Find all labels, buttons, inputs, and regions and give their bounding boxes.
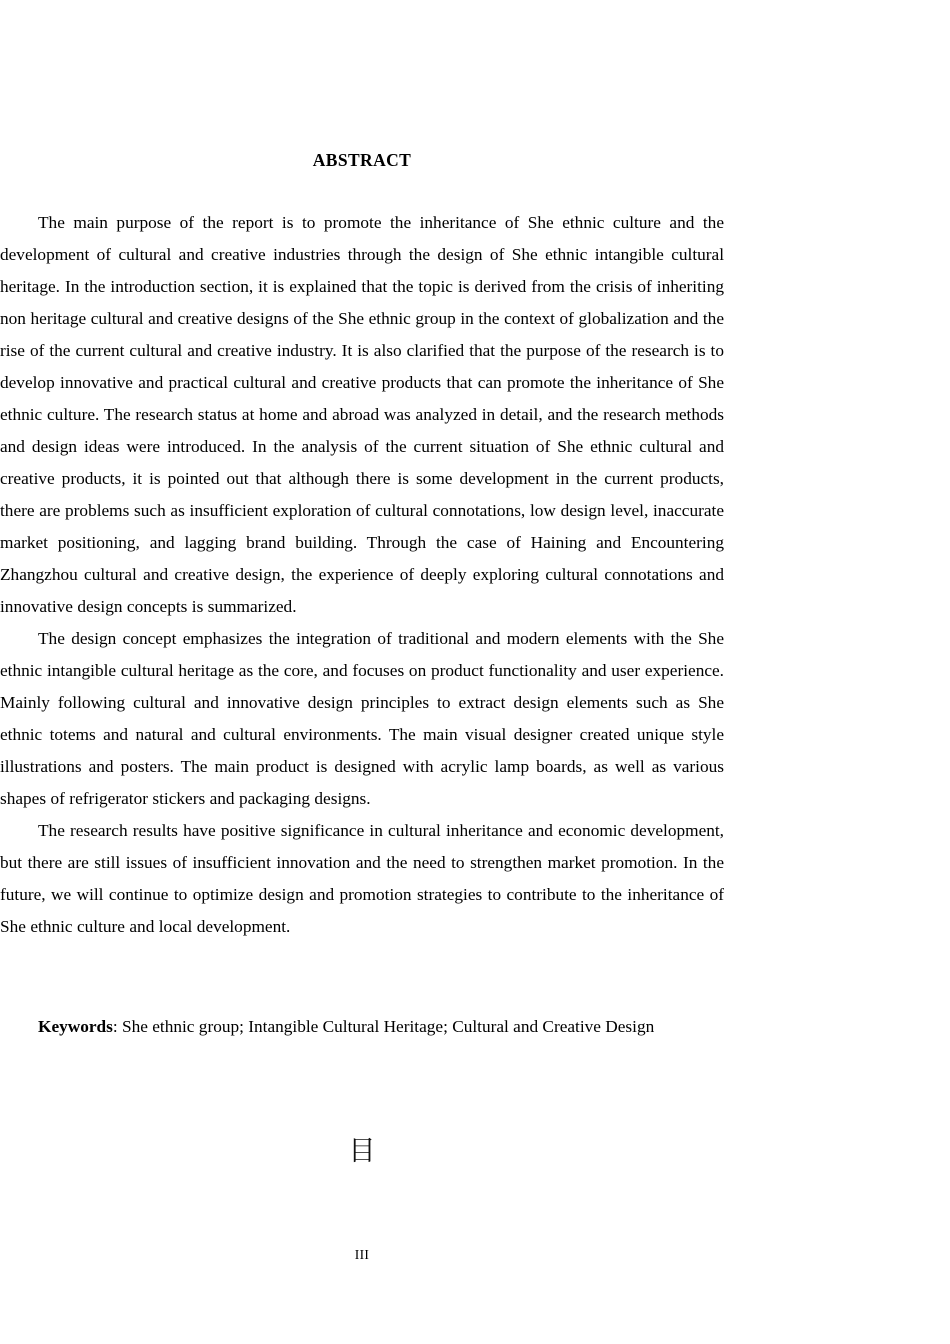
- keywords-container: [0, 1011, 724, 1043]
- keywords-separator: :: [112, 1017, 123, 1036]
- paragraph-1: The main purpose of the report is to promote the inheritance of She ethnic culture and the development of cultural and creative industries through the design of She ethnic intangible cultural heritage. In the introduction section, it is explained that the topic is derived from the crisis of inheriting non heritage cultural and creative designs of the She ethnic group in the context of globalization and the rise of the current cultural and creative industry. It is also clarified that the purpose of the research is to develop innovative and practical cultural and creative products that can promote the inheritance of She ethnic culture. The research status at home and abroad was analyzed in detail, and the research methods and design ideas were introduced. In the analysis of the current situation of She ethnic cultural and creative products, it is pointed out that although there is some development in the current products, there are problems such as insufficient exploration of cultural connotations, low design level, inaccurate market positioning, and lagging brand building. Through the case of Haining and Encountering Zhangzhou cultural and creative design, the experience of deeply exploring cultural connotations and innovative design concepts is summarized.: [0, 213, 724, 616]
- page-number: III: [354, 1247, 370, 1262]
- keywords-label: Keywords: [38, 1017, 113, 1036]
- page-title-container: [0, 152, 724, 170]
- page-footer: [0, 1246, 724, 1264]
- keywords-line: [0, 1011, 724, 1043]
- toc-marker-glyph: 目: [348, 1136, 376, 1167]
- abstract-body: [0, 207, 724, 943]
- paragraph-2: The design concept emphasizes the integration of traditional and modern elements with the She ethnic intangible cultural heritage as the core, and focuses on product functionality and user experience. Mainly following cultural and innovative design principles to extract design elements such as She ethnic totems and natural and cultural environments. The main visual designer created unique style illustrations and posters. The main product is designed with acrylic lamp boards, as well as various shapes of refrigerator stickers and packaging designs.: [0, 629, 724, 808]
- paragraph-3: The research results have positive significance in cultural inheritance and economic development, but there are still issues of insufficient innovation and the need to strengthen market promotion. In the future, we will continue to optimize design and promotion strategies to contribute to the inheritance of She ethnic culture and local development.: [0, 821, 724, 936]
- page-title: ABSTRACT: [312, 150, 412, 170]
- keywords-value: She ethnic group; Intangible Cultural Heritage; Cultural and Creative Design: [122, 1017, 655, 1036]
- toc-marker-container: [0, 1136, 724, 1168]
